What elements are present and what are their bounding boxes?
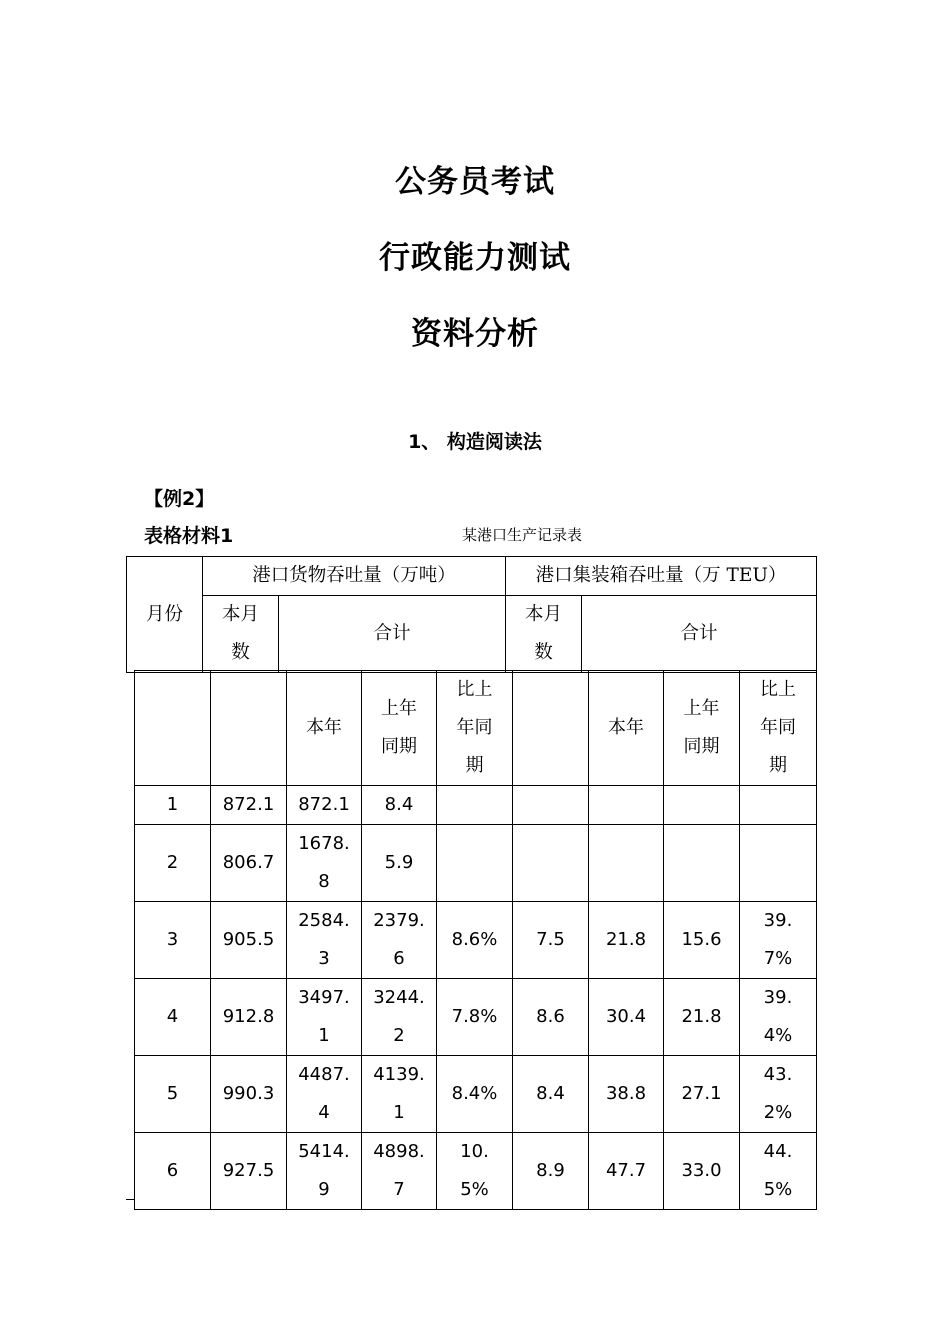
cell: 8.4 (362, 786, 437, 825)
cell (589, 825, 664, 902)
material-label: 表格材料1 (144, 525, 234, 547)
cell: 4 (135, 979, 211, 1056)
cell (437, 786, 513, 825)
cell: 872.1 (211, 786, 287, 825)
cell: 38.8 (589, 1056, 664, 1133)
cell: 4487.4 (287, 1056, 362, 1133)
cell: 990.3 (211, 1056, 287, 1133)
cell: 4898.7 (362, 1133, 437, 1210)
header-container-monthly: 本月数 (506, 596, 582, 673)
subheader-cargo-last-year: 上年同期 (362, 671, 437, 786)
section-heading: 1、 构造阅读法 (408, 431, 542, 453)
cell: 43.2% (740, 1056, 817, 1133)
subheader-cargo-yoy: 比上年同期 (437, 671, 513, 786)
cell (513, 825, 589, 902)
cell: 8.9 (513, 1133, 589, 1210)
cell: 2584.3 (287, 902, 362, 979)
cell: 27.1 (664, 1056, 740, 1133)
cell: 39.7% (740, 902, 817, 979)
cell: 3497.1 (287, 979, 362, 1056)
cell: 927.5 (211, 1133, 287, 1210)
cell: 3 (135, 902, 211, 979)
cell: 10.5% (437, 1133, 513, 1210)
cell (589, 786, 664, 825)
cell: 912.8 (211, 979, 287, 1056)
header-container-group: 港口集装箱吞吐量（万 TEU） (506, 557, 817, 596)
table-row (135, 902, 817, 979)
cell: 905.5 (211, 902, 287, 979)
cell (664, 825, 740, 902)
cell: 47.7 (589, 1133, 664, 1210)
cell: 7.5 (513, 902, 589, 979)
cell (740, 825, 817, 902)
cell: 3244.2 (362, 979, 437, 1056)
table-row (135, 786, 817, 825)
cell: 8.6 (513, 979, 589, 1056)
cell: 2379.6 (362, 902, 437, 979)
table-edge-divider (126, 1199, 135, 1200)
cell: 21.8 (664, 979, 740, 1056)
data-table (134, 670, 817, 1210)
cell: 4139.1 (362, 1056, 437, 1133)
title-line-1: 公务员考试 (395, 164, 555, 200)
cell: 2 (135, 825, 211, 902)
header-cargo-monthly: 本月数 (203, 596, 279, 673)
cell: 8.6% (437, 902, 513, 979)
header-cargo-total: 合计 (279, 596, 506, 673)
cell: 44.5% (740, 1133, 817, 1210)
cell: 872.1 (287, 786, 362, 825)
subheader-container-yoy: 比上年同期 (740, 671, 817, 786)
cell: 7.8% (437, 979, 513, 1056)
cell: 21.8 (589, 902, 664, 979)
cell (437, 825, 513, 902)
cell: 6 (135, 1133, 211, 1210)
subheader-container-last-year: 上年同期 (664, 671, 740, 786)
subheader-blank (513, 671, 589, 786)
subheader-container-this-year: 本年 (589, 671, 664, 786)
example-label: 【例2】 (144, 488, 215, 510)
cell: 1 (135, 786, 211, 825)
cell (664, 786, 740, 825)
cell: 15.6 (664, 902, 740, 979)
header-cargo-group: 港口货物吞吐量（万吨） (203, 557, 506, 596)
cell: 5414.9 (287, 1133, 362, 1210)
header-table (126, 556, 817, 673)
header-container-total: 合计 (582, 596, 817, 673)
cell: 5 (135, 1056, 211, 1133)
cell: 30.4 (589, 979, 664, 1056)
cell: 8.4% (437, 1056, 513, 1133)
table-row (135, 979, 817, 1056)
cell: 39.4% (740, 979, 817, 1056)
title-line-3: 资料分析 (411, 316, 539, 352)
cell (513, 786, 589, 825)
subheader-blank (135, 671, 211, 786)
title-line-2: 行政能力测试 (379, 240, 571, 276)
subheader-blank (211, 671, 287, 786)
header-month: 月份 (127, 557, 203, 673)
cell: 1678.8 (287, 825, 362, 902)
table-row (135, 1133, 817, 1210)
cell: 33.0 (664, 1133, 740, 1210)
cell: 806.7 (211, 825, 287, 902)
cell: 8.4 (513, 1056, 589, 1133)
cell (740, 786, 817, 825)
table-row (135, 825, 817, 902)
table-row (135, 1056, 817, 1133)
cell: 5.9 (362, 825, 437, 902)
table-caption: 某港口生产记录表 (462, 526, 583, 544)
subheader-cargo-this-year: 本年 (287, 671, 362, 786)
